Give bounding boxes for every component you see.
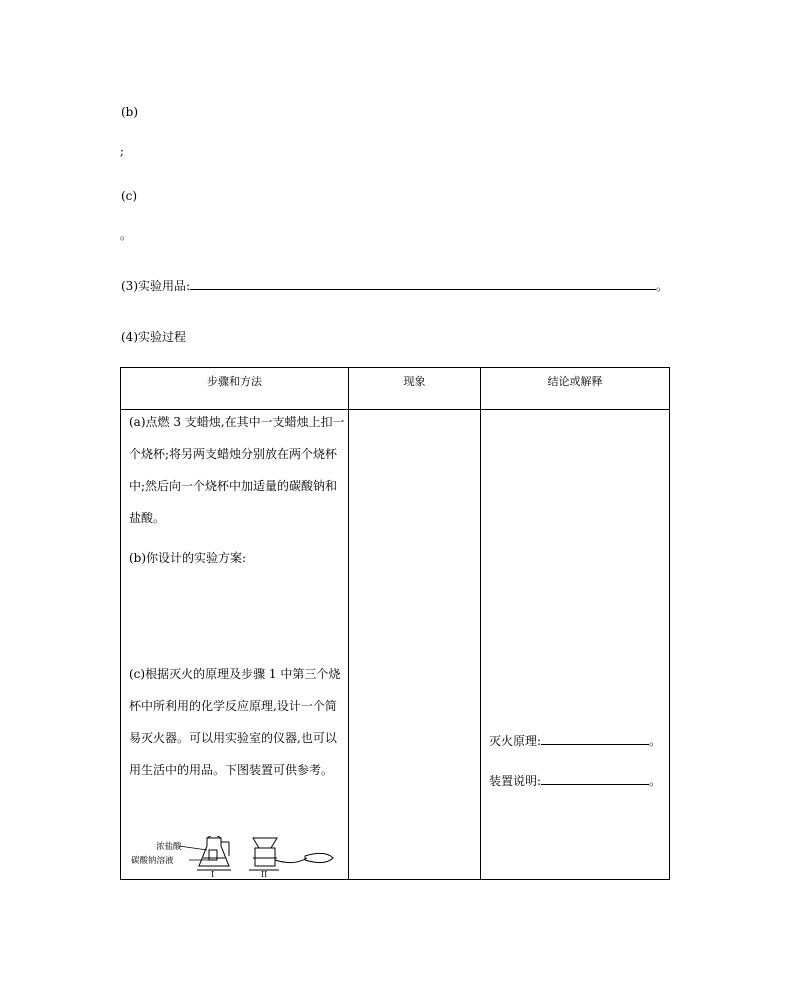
principle-blank[interactable] (541, 734, 649, 745)
device-label: 装置说明: (489, 774, 542, 788)
header-conclusion: 结论或解释 (481, 368, 670, 410)
principle-label: 灭火原理: (489, 734, 542, 748)
step-a-line-1: (a)点燃 3 支蜡烛,在其中一支蜡烛上扣一 (129, 415, 345, 429)
phenomenon-cell[interactable] (349, 410, 481, 880)
device-end: 。 (649, 774, 662, 788)
extinguisher-figure (129, 836, 341, 878)
figure-mark-1: I (211, 870, 215, 878)
process-table (120, 367, 670, 880)
figure-label-hcl: 浓盐酸 (156, 842, 182, 852)
process-label: (4)实验过程 (121, 330, 186, 344)
header-phenomenon: 现象 (349, 368, 481, 410)
principle-line (489, 734, 661, 748)
materials-blank[interactable] (190, 279, 656, 290)
line-c-label: (c) (121, 189, 138, 203)
figure-mark-2: II (261, 870, 268, 878)
figure-label-na2co3: 碳酸钠溶液 (131, 856, 174, 866)
line-b-label: (b) (121, 105, 139, 119)
materials-label: (3)实验用品: (121, 279, 191, 293)
materials-end: 。 (656, 279, 669, 293)
step-a-line-2: 个烧杯;将另两支蜡烛分别放在两个烧杯 (129, 447, 338, 461)
line-b-end: ; (120, 144, 125, 158)
device-line (489, 774, 661, 788)
step-c-line-3: 易灭火器。可以用实验室的仪器,也可以 (129, 731, 337, 745)
header-steps: 步骤和方法 (121, 368, 349, 410)
step-a-line-3: 中;然后向一个烧杯中加适量的碳酸钠和 (129, 479, 338, 493)
flask-apparatus-icon (197, 836, 231, 870)
line-c-end: 。 (120, 228, 133, 242)
step-c-line-4: 用生活中的用品。下图装置可供参考。 (129, 763, 334, 777)
conclusion-cell (481, 410, 670, 880)
materials-line (121, 279, 668, 293)
device-blank[interactable] (541, 774, 649, 785)
step-a-line-4: 盐酸。 (129, 511, 166, 525)
step-c-line-1: (c)根据灭火的原理及步骤 1 中第三个烧 (129, 667, 341, 681)
funnel-bottle-apparatus-icon (249, 838, 333, 870)
step-c-line-2: 杯中所利用的化学反应原理,设计一个简 (129, 699, 337, 713)
principle-end: 。 (649, 734, 662, 748)
steps-cell (121, 410, 349, 880)
step-b-label: (b)你设计的实验方案: (129, 551, 247, 565)
